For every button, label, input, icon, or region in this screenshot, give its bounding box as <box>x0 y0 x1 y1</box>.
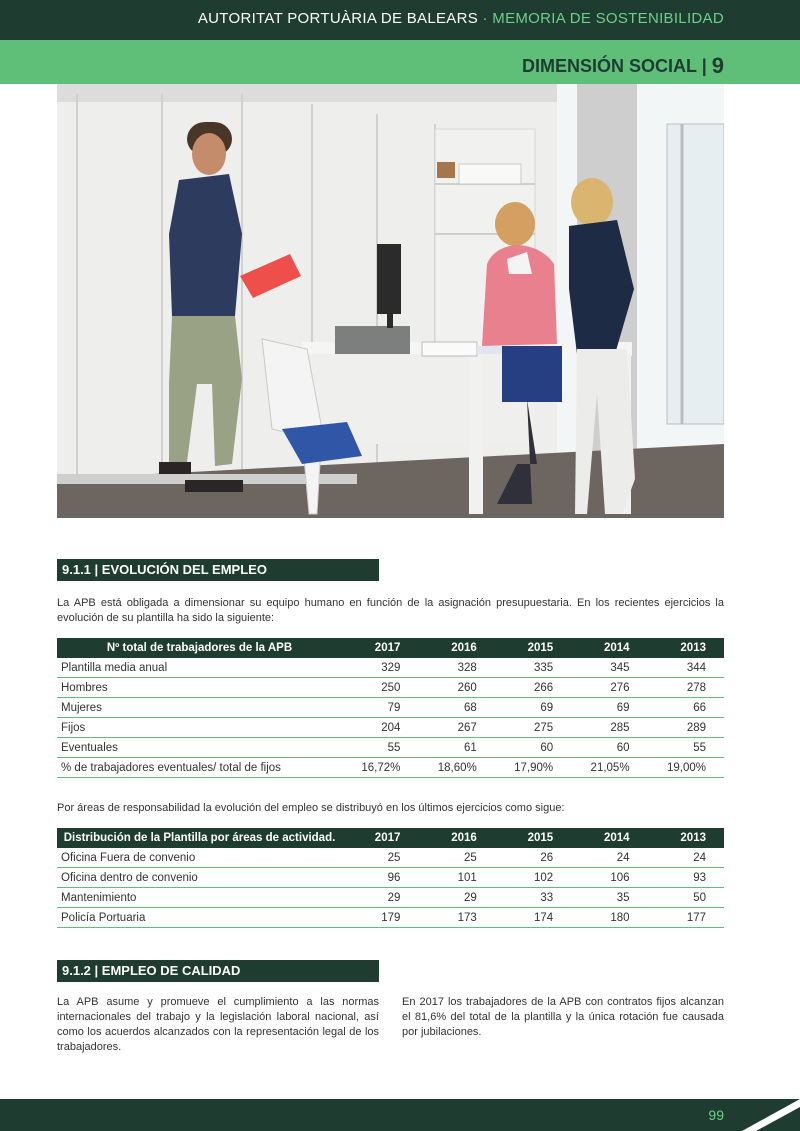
table-cell: 55 <box>342 738 418 758</box>
table-cell: 102 <box>495 868 571 888</box>
table-cell: 289 <box>648 718 724 738</box>
table-cell: 60 <box>495 738 571 758</box>
table-cell: 61 <box>418 738 494 758</box>
table-cell: 50 <box>648 888 724 908</box>
table-cell: % de trabajadores eventuales/ total de fijos <box>57 758 342 778</box>
table-cell: 19,00% <box>648 758 724 778</box>
table-row <box>57 758 724 778</box>
table-cell: Policía Portuaria <box>57 908 342 928</box>
table-cell: 21,05% <box>571 758 647 778</box>
quality-right-paragraph: En 2017 los trabajadores de la APB con contratos fijos alcanzan el 81,6% del total de la plantilla y la única rotación fue causada por jubilaciones. <box>402 996 724 1038</box>
table-cell: 66 <box>648 698 724 718</box>
table-row <box>57 678 724 698</box>
table-header-cell: 2013 <box>648 828 724 848</box>
table-cell: 33 <box>495 888 571 908</box>
table-cell: 174 <box>495 908 571 928</box>
table-row <box>57 908 724 928</box>
table-cell: 55 <box>648 738 724 758</box>
office-photo <box>57 84 724 518</box>
office-photo-illustration <box>57 84 724 518</box>
distribution-table <box>57 828 724 928</box>
intro-paragraph: La APB está obligada a dimensionar su equipo humano en función de la asignación presupuestaria. En los recientes ejercicios la evolución de su plantilla ha sido la siguiente: <box>57 597 724 624</box>
table-cell: 329 <box>342 658 418 678</box>
table-cell: 68 <box>418 698 494 718</box>
table-cell: 18,60% <box>418 758 494 778</box>
table-cell: Oficina Fuera de convenio <box>57 848 342 868</box>
section-title <box>522 52 724 78</box>
table-cell: Eventuales <box>57 738 342 758</box>
table-cell: 101 <box>418 868 494 888</box>
table-header-cell: 2015 <box>495 638 571 658</box>
table-cell: 69 <box>495 698 571 718</box>
table-row <box>57 698 724 718</box>
table-cell: Hombres <box>57 678 342 698</box>
table-cell: 29 <box>418 888 494 908</box>
table-header-cell: 2014 <box>571 638 647 658</box>
table-cell: 345 <box>571 658 647 678</box>
table-cell: 179 <box>342 908 418 928</box>
table-cell: 26 <box>495 848 571 868</box>
table-cell: 16,72% <box>342 758 418 778</box>
table-cell: 266 <box>495 678 571 698</box>
table-cell: 267 <box>418 718 494 738</box>
table-cell: 250 <box>342 678 418 698</box>
table-header-cell: 2017 <box>342 828 418 848</box>
table-row <box>57 888 724 908</box>
table-header-row <box>57 638 724 658</box>
report-name: MEMORIA DE SOSTENIBILIDAD <box>492 10 724 27</box>
table-row <box>57 848 724 868</box>
table-cell: 25 <box>342 848 418 868</box>
table-cell: 275 <box>495 718 571 738</box>
table-header-cell: 2013 <box>648 638 724 658</box>
table-header-cell: 2016 <box>418 828 494 848</box>
table-cell: 344 <box>648 658 724 678</box>
table-cell: 35 <box>571 888 647 908</box>
table-cell: 204 <box>342 718 418 738</box>
page-footer <box>0 1099 800 1131</box>
table-cell: Oficina dentro de convenio <box>57 868 342 888</box>
section-title-separator: | <box>696 56 712 76</box>
page-number: 99 <box>708 1107 724 1123</box>
table-cell: Plantilla media anual <box>57 658 342 678</box>
table-cell: 24 <box>571 848 647 868</box>
table-row <box>57 738 724 758</box>
distribution-intro-paragraph: Por áreas de responsabilidad la evolución del empleo se distribuyó en los últimos ejercicios como sigue: <box>57 802 565 814</box>
table-cell: 173 <box>418 908 494 928</box>
workforce-table <box>57 638 724 778</box>
table-header-cell: Nº total de trabajadores de la APB <box>57 638 342 658</box>
report-title <box>198 10 724 27</box>
top-header-bar <box>0 0 800 40</box>
section-number: 9 <box>711 53 724 78</box>
table-cell: 25 <box>418 848 494 868</box>
table-cell: 29 <box>342 888 418 908</box>
table-cell: 60 <box>571 738 647 758</box>
table-row <box>57 868 724 888</box>
table-cell: 276 <box>571 678 647 698</box>
table-header-cell: 2015 <box>495 828 571 848</box>
table-cell: 69 <box>571 698 647 718</box>
table-cell: 177 <box>648 908 724 928</box>
table-header-cell: Distribución de la Plantilla por áreas de actividad. <box>57 828 342 848</box>
table-header-cell: 2016 <box>418 638 494 658</box>
table-cell: 328 <box>418 658 494 678</box>
table-cell: 335 <box>495 658 571 678</box>
section-title-text: DIMENSIÓN SOCIAL <box>522 56 697 76</box>
table-header-row <box>57 828 724 848</box>
table-cell: 260 <box>418 678 494 698</box>
section-heading-empleo-calidad: 9.1.2 | EMPLEO DE CALIDAD <box>57 960 379 982</box>
table-cell: 278 <box>648 678 724 698</box>
organization-name: AUTORITAT PORTUÀRIA DE BALEARS <box>197 10 479 27</box>
table-header-cell: 2017 <box>342 638 418 658</box>
table-row <box>57 718 724 738</box>
table-row <box>57 658 724 678</box>
section-heading-evolucion-empleo: 9.1.1 | EVOLUCIÓN DEL EMPLEO <box>57 559 379 581</box>
table-cell: 93 <box>648 868 724 888</box>
footer-stripe-decoration <box>740 1099 800 1131</box>
table-cell: Mujeres <box>57 698 342 718</box>
table-cell: 106 <box>571 868 647 888</box>
table-cell: Fijos <box>57 718 342 738</box>
table-cell: 79 <box>342 698 418 718</box>
table-cell: 17,90% <box>495 758 571 778</box>
table-cell: 24 <box>648 848 724 868</box>
title-separator: · <box>478 10 493 27</box>
table-cell: 96 <box>342 868 418 888</box>
table-cell: 285 <box>571 718 647 738</box>
table-header-cell: 2014 <box>571 828 647 848</box>
table-cell: Mantenimiento <box>57 888 342 908</box>
section-header-bar <box>0 40 800 84</box>
table-cell: 180 <box>571 908 647 928</box>
quality-left-paragraph: La APB asume y promueve el cumplimiento a las normas internacionales del trabajo y la legislación laboral nacional, así como los acuerdos alcanzados con la representación legal de los trabajadores. <box>57 996 379 1053</box>
